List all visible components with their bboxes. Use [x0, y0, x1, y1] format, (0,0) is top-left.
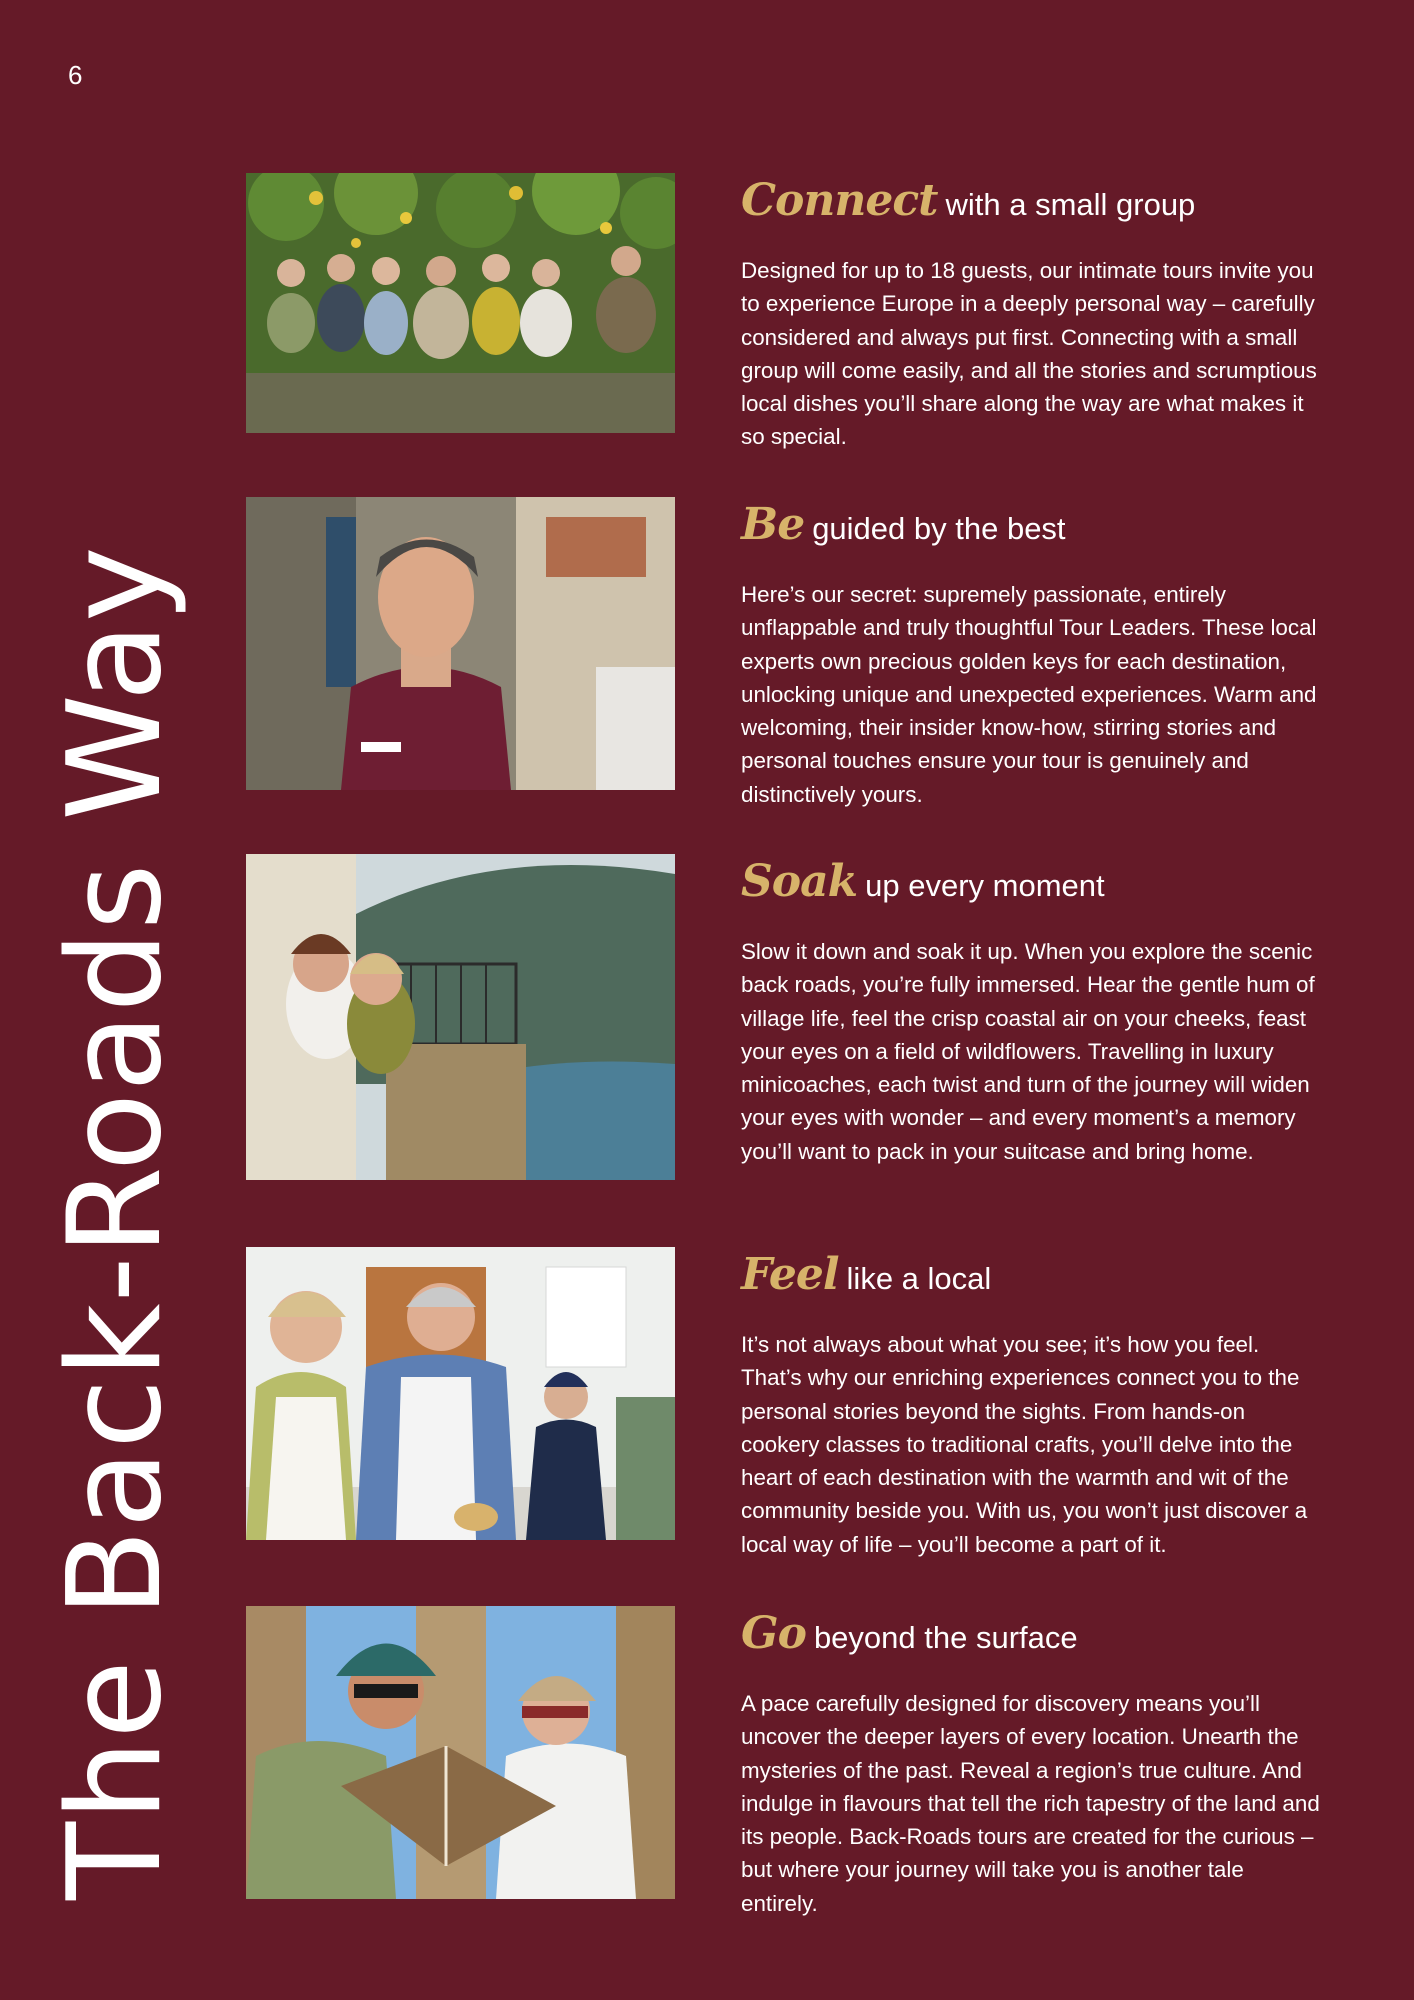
- section-body: Slow it down and soak it up. When you explore the scenic back roads, you’re fully immersed. Hear the gentle hum of village life, feel the crisp coastal air on your cheeks, feast your eyes on a field of wildflowers. Travelling in luxury minicoaches, each twist and turn of the journey will widen your eyes with wonder – and every moment’s a memory you’ll want to pack in your suitcase and bring home.: [741, 939, 1315, 1164]
- section-heading: [741, 173, 1321, 236]
- section-body: A pace carefully designed for discovery means you’ll uncover the deeper layers of every location. Unearth the mysteries of the past. Reveal a region’s true culture. And indulge in flavours that tell the rich tapestry of the land and its people. Back-Roads tours are created for the curious – but where your journey will take you is another tale entirely.: [741, 1691, 1320, 1916]
- heading-text: beyond the surface: [813, 1620, 1078, 1655]
- section-heading: [741, 1606, 1321, 1669]
- heading-script-word: Be: [741, 499, 805, 550]
- heading-text: like a local: [846, 1261, 992, 1296]
- heading-text: up every moment: [865, 868, 1105, 903]
- heading-script-word: Feel: [741, 1249, 839, 1300]
- cookery-class-photo: [246, 1247, 675, 1540]
- section-heading: [741, 854, 1321, 917]
- ruins-reading-photo: [246, 1606, 675, 1899]
- heading-script-word: Go: [741, 1608, 806, 1659]
- section-body: Designed for up to 18 guests, our intimate tours invite you to experience Europe in a deeply personal way – carefully considered and always put first. Connecting with a small group will come easily, and all the stories and scrumptious local dishes you’ll share along the way are what makes it so special.: [741, 258, 1317, 450]
- section-body: Here’s our secret: supremely passionate, entirely unflappable and truly thoughtful Tour Leaders. These local experts own precious golden keys for each destination, unlocking unique and unexpected experiences. Warm and welcoming, their insider know-how, stirring stories and personal touches ensure your tour is genuinely and distinctively yours.: [741, 582, 1317, 807]
- heading-script-word: Soak: [741, 856, 858, 907]
- page-number: 6: [68, 60, 83, 90]
- heading-script-word: Connect: [741, 175, 938, 226]
- coastal-view-photo: [246, 854, 675, 1180]
- section-body: It’s not always about what you see; it’s how you feel. That’s why our enriching experiences connect you to the personal stories beyond the sights. From hands-on cookery classes to traditional crafts, you’ll delve into the heart of each destination with the warmth and wit of the community beside you. With us, you won’t just discover a local way of life – you’ll become a part of it.: [741, 1332, 1308, 1557]
- group-photo-lemon-grove: [246, 173, 675, 433]
- section-heading: [741, 497, 1321, 560]
- heading-text: guided by the best: [812, 511, 1066, 546]
- page-title: The Back-Roads Way: [41, 545, 190, 1900]
- heading-text: with a small group: [945, 187, 1196, 222]
- tour-leader-photo: [246, 497, 675, 790]
- section-heading: [741, 1247, 1321, 1310]
